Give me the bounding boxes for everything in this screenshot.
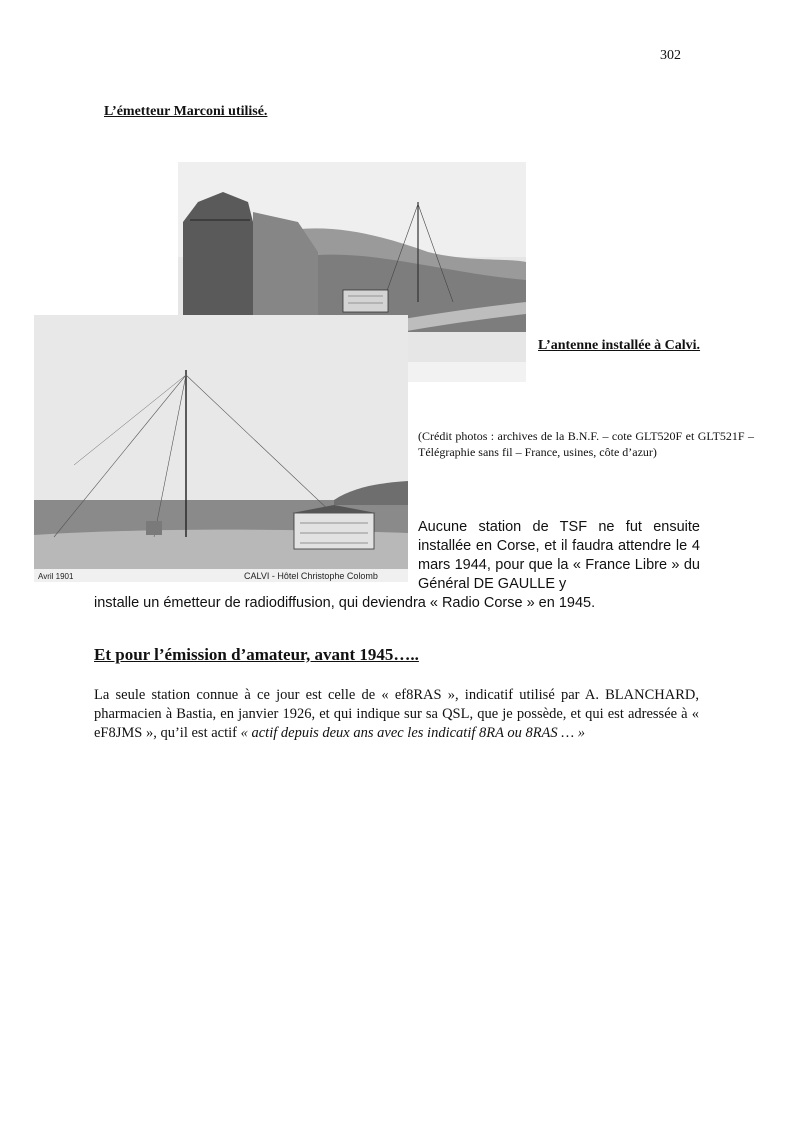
amateur-paragraph-text: La seule station connue à ce jour est celle de « ef8RAS », indicatif utilisé par A. BLANCHARD, pharmacien à Bastia, en janvier 1926, et qui indique sur sa QSL, que je possède, et qui est adressée à « eF8JMS », qu’il est actif xyxy=(94,687,699,741)
caption-antenna-calvi: L’antenne installée à Calvi. xyxy=(538,338,701,353)
page-number: 302 xyxy=(660,48,681,63)
photo-bottom-stamp: Avril 1901 xyxy=(38,572,74,581)
amateur-paragraph xyxy=(94,686,699,743)
amateur-paragraph-quote: « actif depuis deux ans avec les indicatif 8RA ou 8RAS … » xyxy=(240,725,586,741)
caption-marconi-transmitter: L’émetteur Marconi utilisé. xyxy=(104,104,268,119)
photo-calvi-antenna-illustration xyxy=(34,315,408,582)
photo-credit: (Crédit photos : archives de la B.N.F. – cote GLT520F et GLT521F – Télégraphie sans fil – France, usines, côte d’azur) xyxy=(418,429,754,459)
photo-bottom-caption: CALVI - Hôtel Christophe Colomb xyxy=(244,571,378,581)
section-heading-amateur: Et pour l’émission d’amateur, avant 1945….. xyxy=(94,645,419,664)
photo-calvi-antenna xyxy=(34,315,408,582)
tsf-paragraph-part1: Aucune station de TSF ne fut ensuite installée en Corse, et il faudra attendre le 4 mars 1944, pour que la « France Libre » du Général DE GAULLE y xyxy=(418,519,700,592)
tsf-paragraph-part2: installe un émetteur de radiodiffusion, qui deviendra « Radio Corse » en 1945. xyxy=(94,595,596,611)
